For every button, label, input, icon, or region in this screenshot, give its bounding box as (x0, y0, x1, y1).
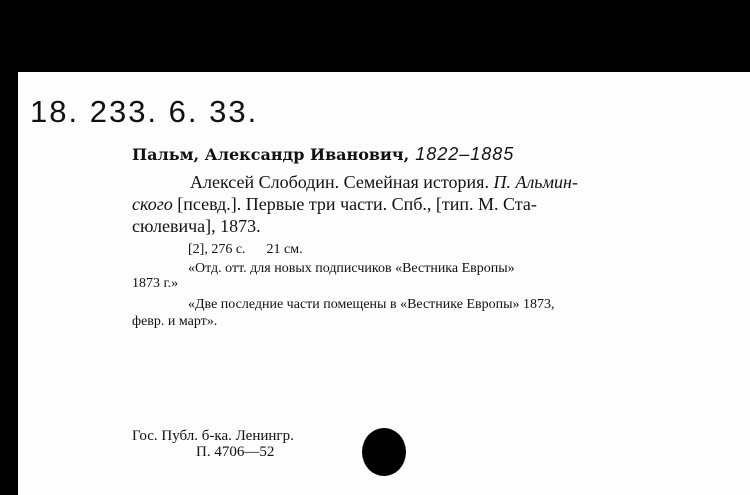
title-text: Алексей Слободин. Семейная история. (190, 172, 489, 192)
author-years: 1822–1885 (415, 144, 515, 164)
note-1-line-1: «Отд. отт. для новых подписчиков «Вестника Европы» (188, 261, 515, 276)
note-2-line-2: февр. и март». (132, 314, 218, 329)
call-number: 18. 233. 6. 33. (30, 94, 259, 129)
catalog-card (18, 72, 750, 495)
punch-hole (362, 428, 406, 476)
library-stamp-line-2: П. 4706—52 (196, 444, 275, 460)
pseudonym-text: П. Альмин- (493, 172, 578, 192)
author-heading (132, 144, 514, 165)
imprint-text: [псевд.]. Первые три части. Спб., [тип. М. Ста- (177, 194, 537, 214)
library-stamp-line-1: Гос. Публ. б-ка. Ленингр. (132, 428, 294, 444)
title-line-3: сюлевича], 1873. (132, 216, 261, 236)
title-line-1 (190, 172, 578, 193)
note-2-line-1: «Две последние части помещены в «Вестнике Европы» 1873, (188, 297, 555, 312)
note-1-line-2: 1873 г.» (132, 276, 179, 291)
collation: [2], 276 с. 21 см. (188, 242, 303, 257)
pseudonym-cont: ского (132, 194, 173, 214)
author-name: Пальм, Александр Иванович, (132, 145, 410, 164)
title-line-2 (132, 194, 537, 215)
